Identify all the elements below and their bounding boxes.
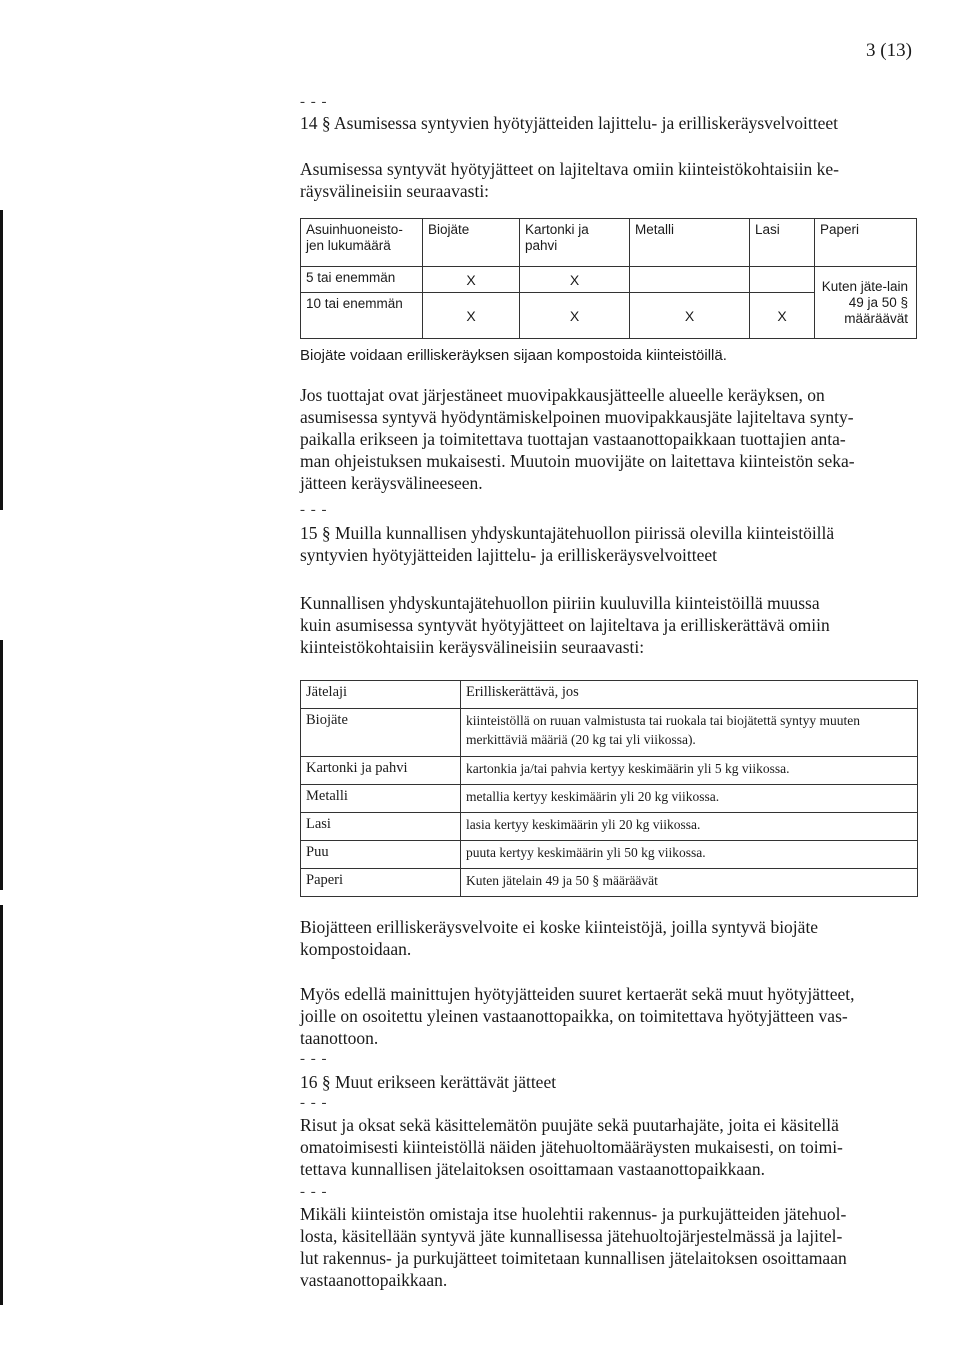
- table-header: Biojäte: [423, 219, 520, 267]
- text-line: räysvälineisiin seuraavasti:: [300, 181, 490, 201]
- text-line: Risut ja oksat sekä käsittelemätön puujäte sekä puutarhajäte, joita ei käsitellä: [300, 1115, 839, 1135]
- paperi-merged-cell: Kuten jäte-lain 49 ja 50 § määräävät: [815, 267, 917, 339]
- text-line: 15 § Muilla kunnallisen yhdyskuntajätehuollon piirissä olevilla kiinteistöillä: [300, 523, 835, 543]
- text-line: omatoimisesti kiinteistöllä näiden jätehuoltomääräysten mukaisesti, on toimi-: [300, 1137, 843, 1157]
- section-15-large-batches: [300, 983, 920, 1049]
- text-line: joille on osoitettu yleinen vastaanottopaikka, on toimitettava hyötyjätteen vas-: [300, 1006, 848, 1026]
- text-line: vastaanottopaikkaan.: [300, 1270, 448, 1290]
- text-line: lut rakennus- ja purkujätteet toimitetaan kunnallisen jätelaitoksen osoittamaan: [300, 1248, 847, 1268]
- table-cell: metallia kertyy keskimäärin yli 20 kg viikossa.: [461, 785, 918, 813]
- text-line: man ohjeistuksen mukaisesti. Muutoin muovijäte on laitettava kiinteistön seka-: [300, 451, 855, 471]
- table-row-label: Biojäte: [301, 709, 461, 757]
- section-15-biowaste-note: [300, 916, 920, 960]
- table-cell: X: [750, 293, 815, 339]
- section-15-intro: [300, 592, 920, 658]
- section-14-intro: [300, 158, 920, 202]
- separator-dashes: - - -: [300, 1184, 328, 1200]
- table-header: Kartonki ja pahvi: [520, 219, 630, 267]
- table-cell: X: [423, 267, 520, 293]
- text-line: losta, käsitellään syntyvä jäte kunnallisessa jätehuoltojärjestelmässä ja lajitel-: [300, 1226, 843, 1246]
- margin-bar: [0, 640, 3, 890]
- section-16-heading: 16 § Muut erikseen kerättävät jätteet: [300, 1072, 557, 1092]
- text-line: Kunnallisen yhdyskuntajätehuollon piiriin kuuluvilla kiinteistöillä muussa: [300, 593, 820, 613]
- section-15-heading: [300, 522, 920, 566]
- table-row-label: Paperi: [301, 869, 461, 897]
- table-cell: lasia kertyy keskimäärin yli 20 kg viikossa.: [461, 813, 918, 841]
- text-line: syntyvien hyötyjätteiden lajittelu- ja erilliskeräysvelvoitteet: [300, 545, 717, 565]
- separator-dashes: - - -: [300, 502, 328, 518]
- text-line: Myös edellä mainittujen hyötyjätteiden suuret kertaerät sekä muut hyötyjätteet,: [300, 984, 855, 1004]
- text-line: jätteen keräysvälineeseen.: [300, 473, 483, 493]
- table-header: Jätelaji: [301, 681, 461, 709]
- text-line: Mikäli kiinteistön omistaja itse huolehtii rakennus- ja purkujätteiden jätehuol-: [300, 1204, 847, 1224]
- table-cell: kiinteistöllä on ruuan valmistusta tai ruokala tai biojätettä syntyy muuten merkittäviä määriä (20 kg tai yli viikossa).: [461, 709, 918, 757]
- table-cell: puuta kertyy keskimäärin yli 50 kg viikossa.: [461, 841, 918, 869]
- table-cell: X: [630, 293, 750, 339]
- table-row-label: 5 tai enemmän: [301, 267, 423, 293]
- table-row-label: Metalli: [301, 785, 461, 813]
- separator-dashes: - - -: [300, 1095, 328, 1111]
- text-line: Biojätteen erilliskeräysvelvoite ei koske kiinteistöjä, joilla syntyvä biojäte: [300, 917, 819, 937]
- text-line: tettava kunnallisen jätelaitoksen osoittamaan vastaanottopaikkaan.: [300, 1159, 766, 1179]
- table-note: Biojäte voidaan erilliskeräyksen sijaan kompostoida kiinteistöillä.: [300, 347, 727, 364]
- table-cell: [630, 267, 750, 293]
- table-header: Paperi: [815, 219, 917, 267]
- separator-dashes: - - -: [300, 1051, 328, 1067]
- table-cell: Kuten jätelain 49 ja 50 § määräävät: [461, 869, 918, 897]
- table-cell: X: [520, 267, 630, 293]
- margin-bar: [0, 210, 3, 510]
- text-line: kiinteistökohtaisiin keräysvälineisiin seuraavasti:: [300, 637, 645, 657]
- table-row-label: Puu: [301, 841, 461, 869]
- table-header: Lasi: [750, 219, 815, 267]
- text-line: asumisessa syntyvä hyödyntämiskelpoinen muovipakkausjäte lajiteltava synty-: [300, 407, 854, 427]
- margin-bar: [0, 905, 3, 1305]
- table-cell: kartonkia ja/tai pahvia kertyy keskimäärin yli 5 kg viikossa.: [461, 757, 918, 785]
- table-header: Metalli: [630, 219, 750, 267]
- text-line: kompostoidaan.: [300, 939, 412, 959]
- text-line: paikalla erikseen ja toimitettava tuottajan vastaanottopaikkaan tuottajien anta-: [300, 429, 846, 449]
- section-16-paragraph-2: [300, 1203, 920, 1291]
- household-sorting-table: [300, 218, 917, 339]
- table-header: Asuinhuoneisto-jen lukumäärä: [301, 219, 423, 267]
- waste-type-table: [300, 680, 918, 897]
- table-cell: [750, 267, 815, 293]
- section-16-paragraph-1: [300, 1114, 920, 1180]
- table-row-label: 10 tai enemmän: [301, 293, 423, 339]
- table-cell: X: [423, 293, 520, 339]
- table-row-label: Lasi: [301, 813, 461, 841]
- table-row-label: Kartonki ja pahvi: [301, 757, 461, 785]
- separator-dashes: - - -: [300, 94, 328, 110]
- table-header: Erilliskerättävä, jos: [461, 681, 918, 709]
- text-line: Asumisessa syntyvät hyötyjätteet on lajiteltava omiin kiinteistökohtaisiin ke-: [300, 159, 840, 179]
- section-14-heading: 14 § Asumisessa syntyvien hyötyjätteiden lajittelu- ja erilliskeräysvelvoitteet: [300, 113, 839, 133]
- text-line: kuin asumisessa syntyvät hyötyjätteet on lajiteltava ja erilliskerättävä omiin: [300, 615, 830, 635]
- table-cell: X: [520, 293, 630, 339]
- text-line: taanottoon.: [300, 1028, 379, 1048]
- text-line: Jos tuottajat ovat järjestäneet muovipakkausjätteelle alueelle keräyksen, on: [300, 385, 825, 405]
- section-14-paragraph: [300, 384, 920, 494]
- page-number: 3 (13): [866, 40, 912, 61]
